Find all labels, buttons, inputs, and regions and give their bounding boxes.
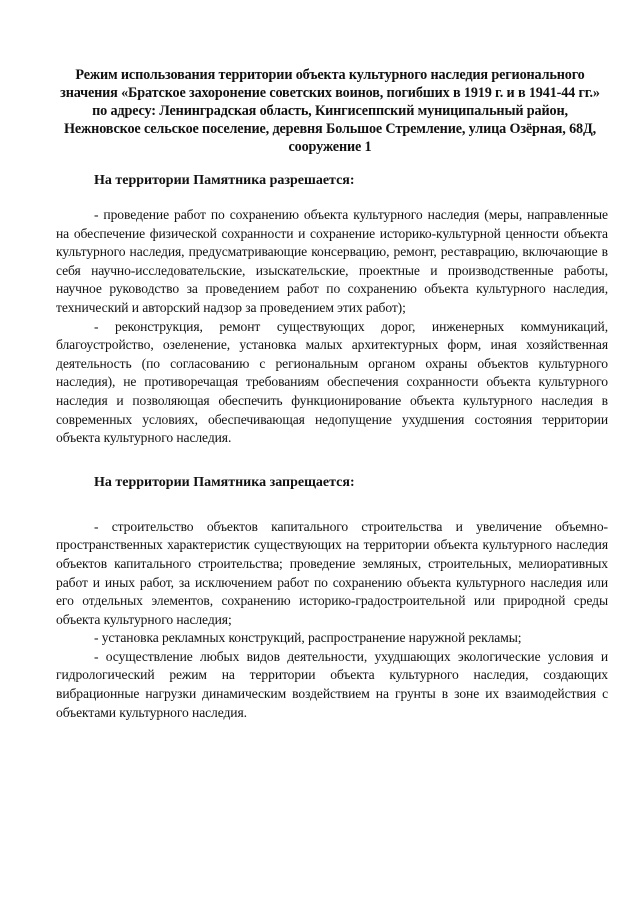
- forbidden-item: - строительство объектов капитального строительства и увеличение объемно-пространственных характеристик существующих на территории объекта культурного наследия объектов капитального строительства; проведение земляных, строительных, мелиоративных работ и иных работ, за исключением работ по сохранению объекта культурного наследия или его отдельных элементов, сохранению историко-градостроительной или природной среды объекта культурного наследия;: [56, 518, 608, 627]
- allowed-item: - проведение работ по сохранению объекта культурного наследия (меры, направленные на обеспечение физической сохранности и сохранение историко-культурной ценности объекта культурного наследия, предусматривающие консервацию, ремонт, реставрацию, включающие в себя научно-исследовательские, изыскательские, проектные и производственные работы, научное руководство за проведением работ по сохранению объекта культурного наследия, технический и авторский надзор за проведением этих работ);: [56, 207, 608, 315]
- document-title: Режим использования территории объекта культурного наследия регионального значения «Братское захоронение советских воинов, погибших в 1919 г. и в 1941-44 гг.» по адресу: Ленинградская область, Кингисеппский муниципальный район, Нежновское сельское поселение, деревня Большое Стремление, улица Озёрная, 68Д, сооружение 1: [60, 67, 600, 155]
- forbidden-list: [56, 518, 608, 723]
- forbidden-heading: На территории Памятника запрещается:: [94, 474, 355, 490]
- forbidden-item: - осуществление любых видов деятельности, ухудшающих экологические условия и гидрологический режим на территории объекта культурного наследия, создающих вибрационные нагрузки динамическим воздействием на грунты в зоне их взаимодействия с объектами культурного наследия.: [56, 648, 608, 720]
- allowed-heading: На территории Памятника разрешается:: [94, 173, 355, 188]
- allowed-item: - реконструкция, ремонт существующих дорог, инженерных коммуникаций, благоустройство, озеленение, установка малых архитектурных форм, иная хозяйственная деятельность (по согласованию с региональным органом охраны объектов культурного наследия), не противоречащая требованиям обеспечения сохранности объекта культурного наследия и позволяющая обеспечить функционирование объекта культурного наследия в современных условиях, обеспечивающая недопущение ухудшения состояния территории объекта культурного наследия.: [56, 318, 608, 446]
- forbidden-item: - установка рекламных конструкций, распространение наружной рекламы;: [94, 630, 522, 646]
- allowed-list: [56, 206, 608, 448]
